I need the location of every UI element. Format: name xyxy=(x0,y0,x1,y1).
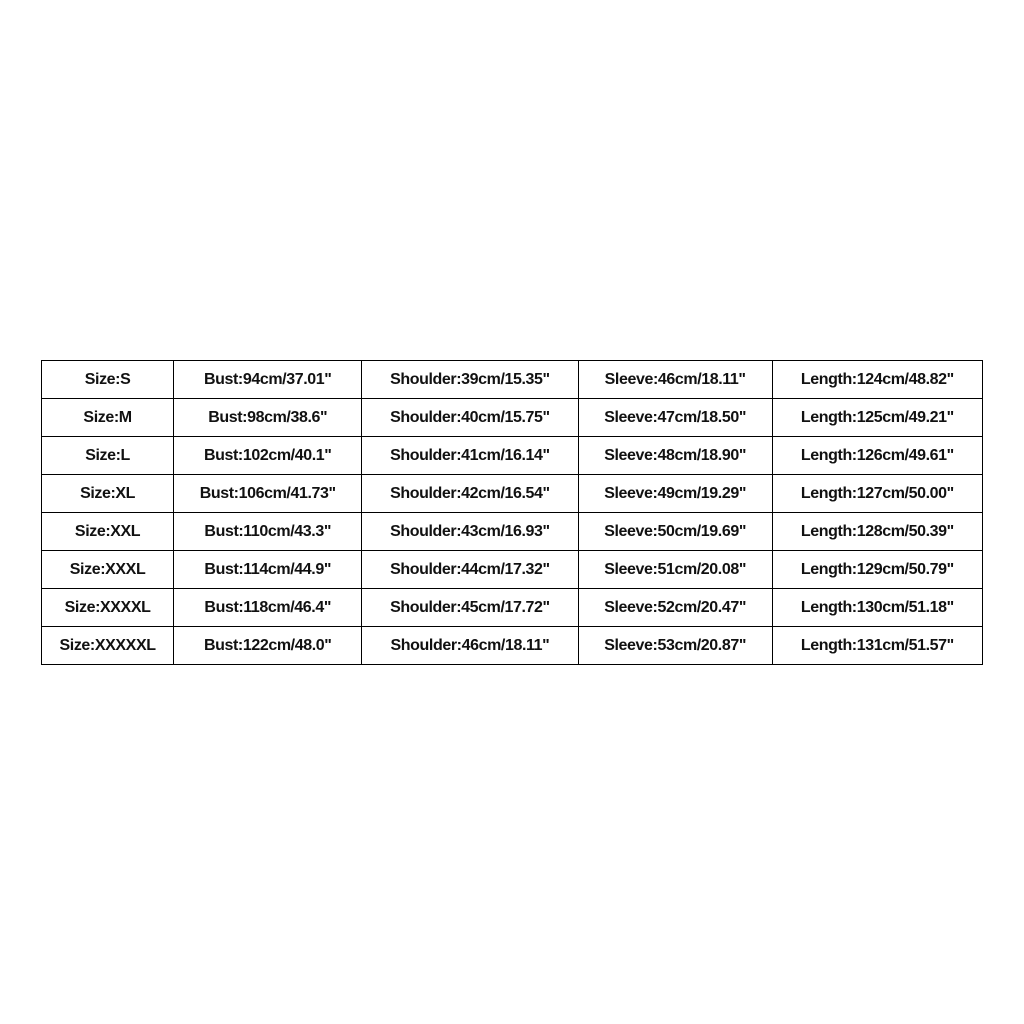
sleeve-cell: Sleeve:46cm/18.11" xyxy=(578,361,772,399)
sleeve-cell: Sleeve:50cm/19.69" xyxy=(578,513,772,551)
length-cell: Length:126cm/49.61" xyxy=(772,437,982,475)
bust-cell: Bust:110cm/43.3" xyxy=(174,513,362,551)
bust-cell: Bust:122cm/48.0" xyxy=(174,627,362,665)
bust-cell: Bust:94cm/37.01" xyxy=(174,361,362,399)
bust-cell: Bust:98cm/38.6" xyxy=(174,399,362,437)
size-chart-table xyxy=(41,360,983,665)
shoulder-cell: Shoulder:45cm/17.72" xyxy=(362,589,578,627)
size-chart-body xyxy=(42,361,983,665)
bust-cell: Bust:118cm/46.4" xyxy=(174,589,362,627)
sleeve-cell: Sleeve:52cm/20.47" xyxy=(578,589,772,627)
bust-cell: Bust:114cm/44.9" xyxy=(174,551,362,589)
length-cell: Length:130cm/51.18" xyxy=(772,589,982,627)
shoulder-cell: Shoulder:44cm/17.32" xyxy=(362,551,578,589)
bust-cell: Bust:102cm/40.1" xyxy=(174,437,362,475)
length-cell: Length:125cm/49.21" xyxy=(772,399,982,437)
table-row xyxy=(42,627,983,665)
shoulder-cell: Shoulder:43cm/16.93" xyxy=(362,513,578,551)
sleeve-cell: Sleeve:51cm/20.08" xyxy=(578,551,772,589)
table-row xyxy=(42,589,983,627)
sleeve-cell: Sleeve:49cm/19.29" xyxy=(578,475,772,513)
length-cell: Length:128cm/50.39" xyxy=(772,513,982,551)
shoulder-cell: Shoulder:46cm/18.11" xyxy=(362,627,578,665)
shoulder-cell: Shoulder:42cm/16.54" xyxy=(362,475,578,513)
bust-cell: Bust:106cm/41.73" xyxy=(174,475,362,513)
table-row xyxy=(42,475,983,513)
size-cell: Size:S xyxy=(42,361,174,399)
sleeve-cell: Sleeve:53cm/20.87" xyxy=(578,627,772,665)
size-cell: Size:XXXL xyxy=(42,551,174,589)
sleeve-cell: Sleeve:47cm/18.50" xyxy=(578,399,772,437)
table-row xyxy=(42,551,983,589)
sleeve-cell: Sleeve:48cm/18.90" xyxy=(578,437,772,475)
size-cell: Size:M xyxy=(42,399,174,437)
table-row xyxy=(42,513,983,551)
length-cell: Length:127cm/50.00" xyxy=(772,475,982,513)
size-cell: Size:L xyxy=(42,437,174,475)
size-cell: Size:XXL xyxy=(42,513,174,551)
size-cell: Size:XXXXXL xyxy=(42,627,174,665)
table-row xyxy=(42,437,983,475)
length-cell: Length:131cm/51.57" xyxy=(772,627,982,665)
shoulder-cell: Shoulder:41cm/16.14" xyxy=(362,437,578,475)
size-cell: Size:XXXXL xyxy=(42,589,174,627)
shoulder-cell: Shoulder:39cm/15.35" xyxy=(362,361,578,399)
table-row xyxy=(42,399,983,437)
length-cell: Length:124cm/48.82" xyxy=(772,361,982,399)
table-row xyxy=(42,361,983,399)
length-cell: Length:129cm/50.79" xyxy=(772,551,982,589)
shoulder-cell: Shoulder:40cm/15.75" xyxy=(362,399,578,437)
size-cell: Size:XL xyxy=(42,475,174,513)
